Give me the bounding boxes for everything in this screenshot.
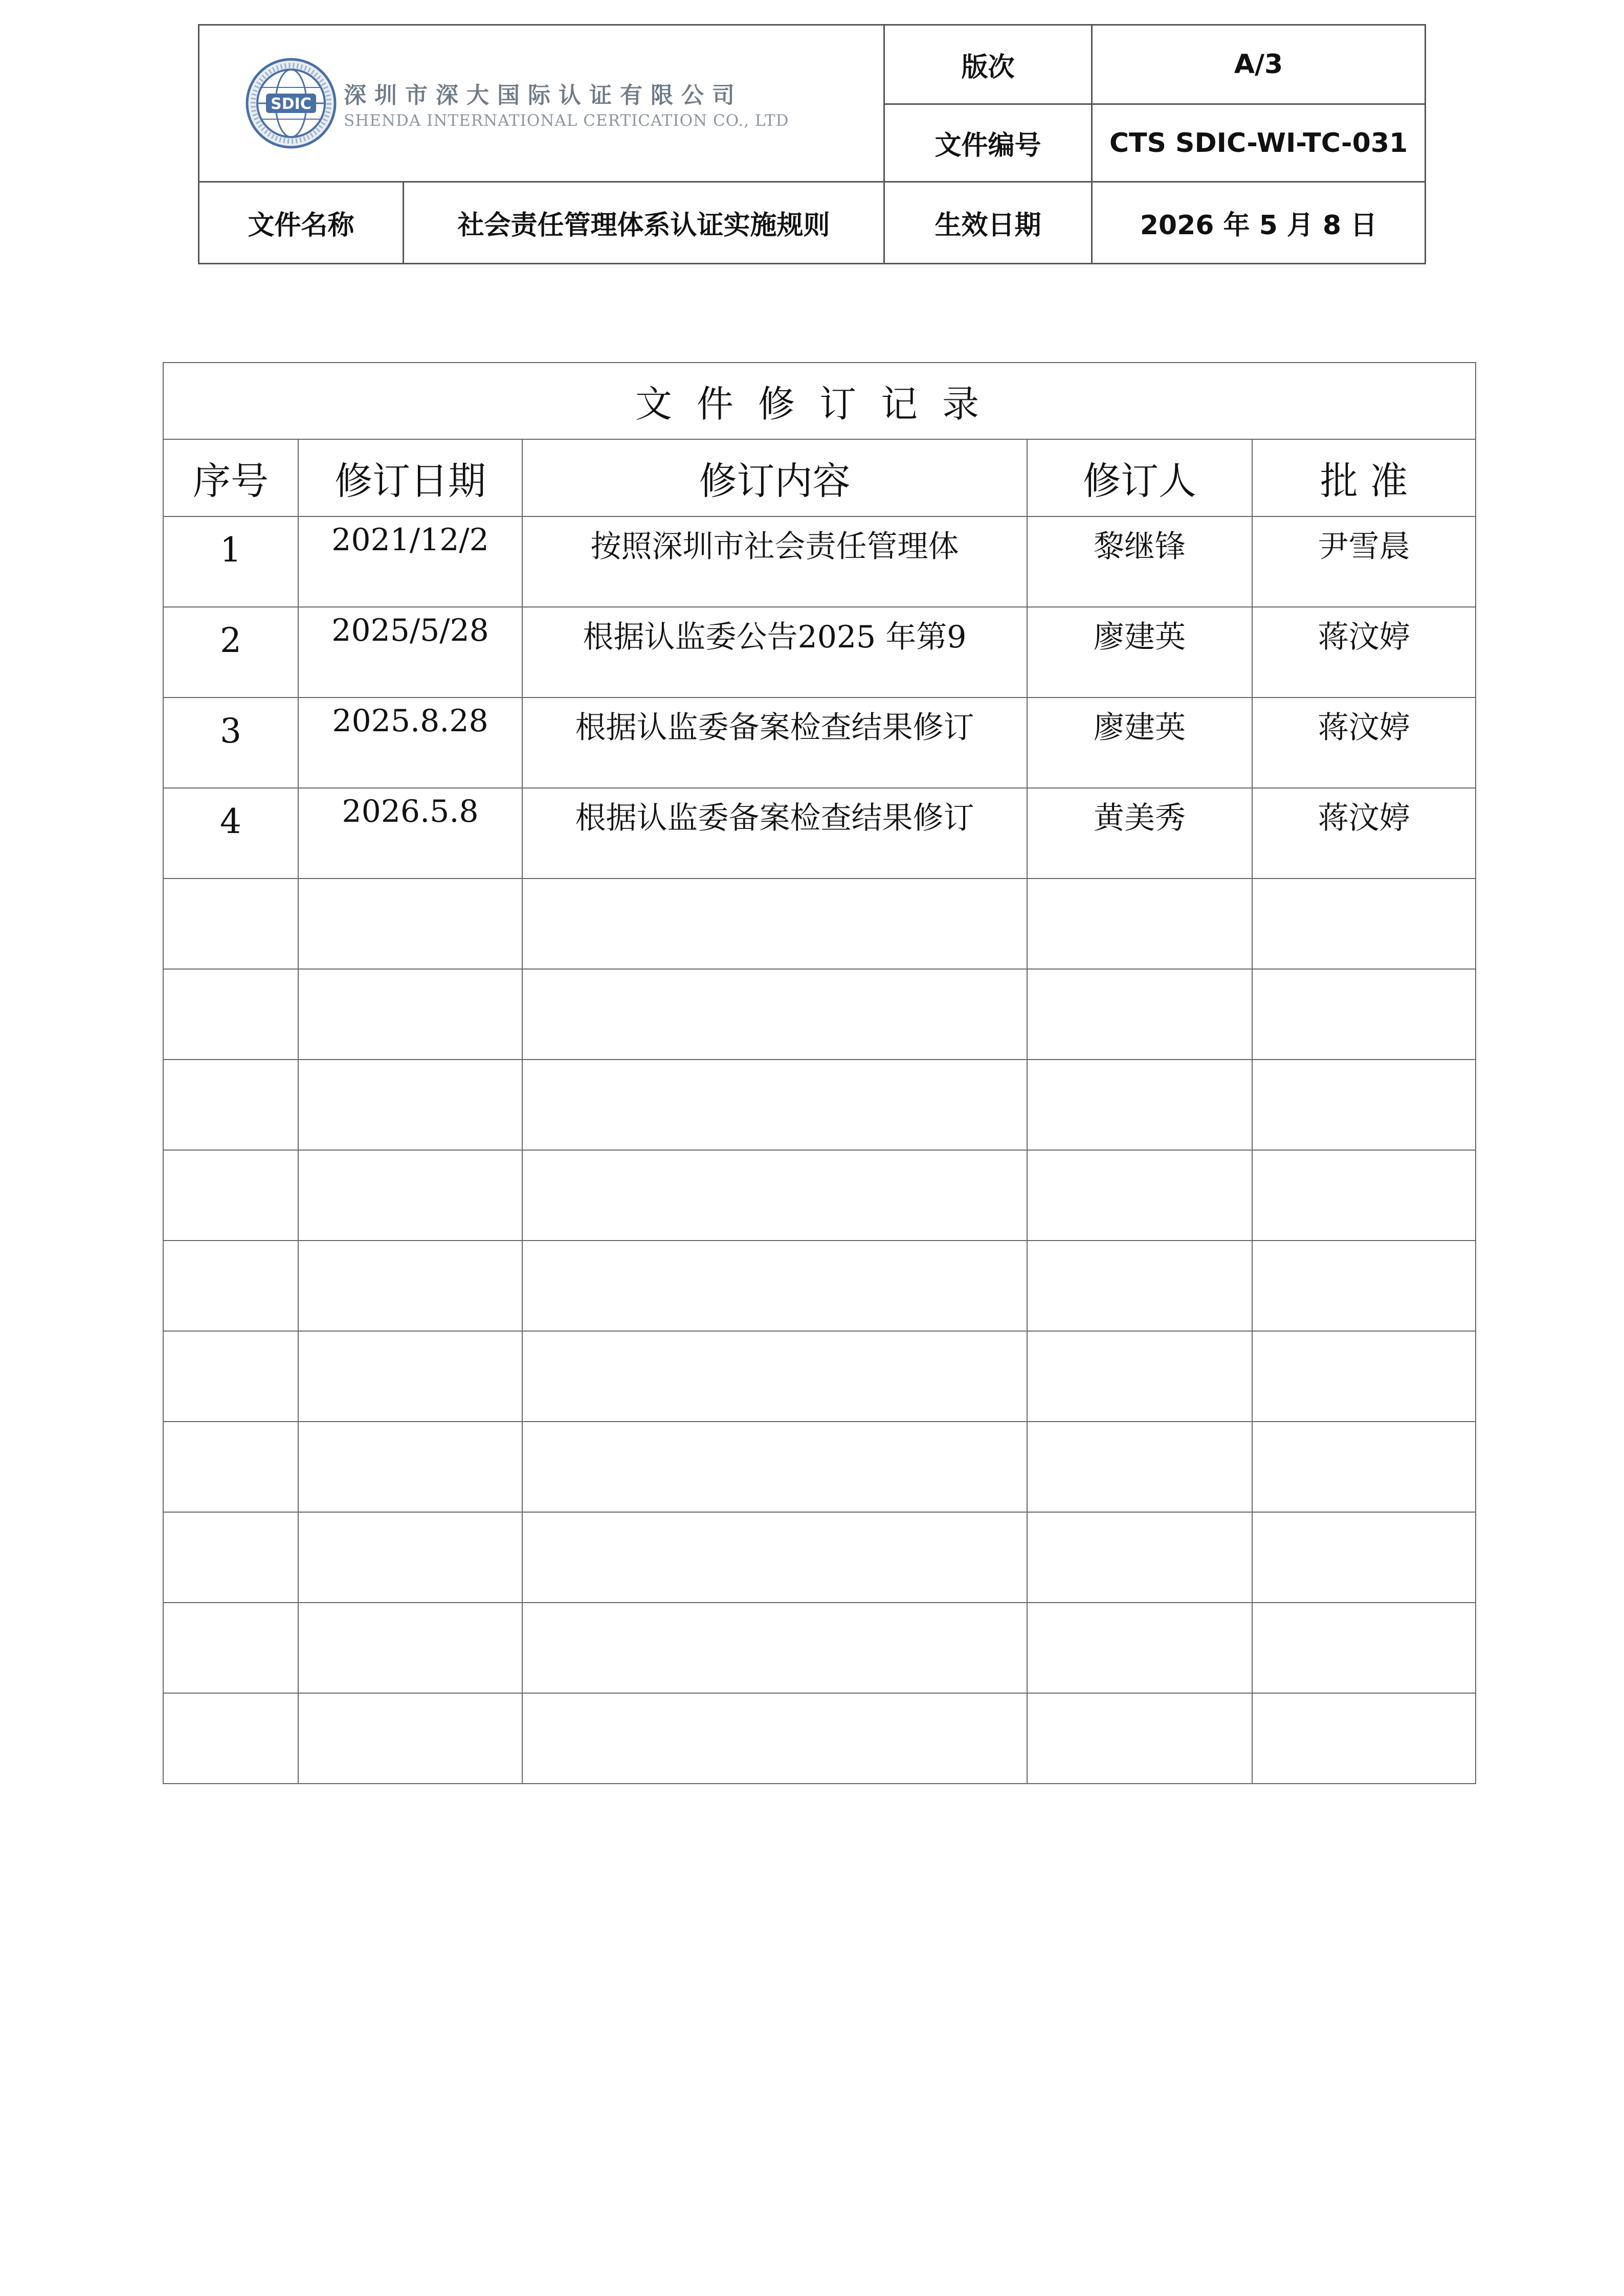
cell-content: [522, 1512, 1027, 1603]
cell-content: 根据认监委备案检查结果修订: [522, 697, 1027, 788]
cell-seq: [163, 1150, 298, 1241]
company-name-block: [344, 77, 789, 130]
effective-date-value: 2026 年 5 月 8 日: [1092, 182, 1426, 264]
cell-seq: 1: [163, 516, 298, 607]
cell-seq: [163, 879, 298, 969]
table-row: [163, 516, 1476, 607]
table-row: [163, 1693, 1476, 1784]
cell-date: [298, 969, 522, 1060]
cell-seq: [163, 1422, 298, 1512]
cell-approver: [1252, 1603, 1476, 1693]
column-header-seq: 序号: [163, 439, 298, 516]
cell-approver: 蒋汶婷: [1252, 788, 1476, 879]
cell-seq: [163, 1693, 298, 1784]
cell-content: [522, 1060, 1027, 1150]
revision-record-table: [163, 362, 1476, 1784]
cell-seq: 2: [163, 607, 298, 697]
sdic-globe-logo-icon: [246, 58, 337, 149]
cell-content: [522, 879, 1027, 969]
cell-seq: 4: [163, 788, 298, 879]
cell-content: [522, 1603, 1027, 1693]
table-row: [163, 1150, 1476, 1241]
table-row: [163, 788, 1476, 879]
cell-date: [298, 1693, 522, 1784]
cell-date: [298, 1060, 522, 1150]
cell-reviser: [1027, 1693, 1252, 1784]
effective-date-label: 生效日期: [884, 182, 1092, 264]
svg-text:SDIC: SDIC: [271, 95, 312, 113]
cell-content: 按照深圳市社会责任管理体: [522, 516, 1027, 607]
doc-number-label: 文件编号: [884, 104, 1092, 182]
cell-approver: [1252, 1512, 1476, 1603]
cell-reviser: 廖建英: [1027, 697, 1252, 788]
cell-seq: [163, 969, 298, 1060]
cell-date: [298, 879, 522, 969]
cell-seq: 3: [163, 697, 298, 788]
table-row: [163, 1603, 1476, 1693]
company-name-en: SHENDA INTERNATIONAL CERTICATION CO., LTD: [344, 111, 789, 130]
table-row: [163, 1241, 1476, 1331]
table-row: [163, 1422, 1476, 1512]
cell-seq: [163, 1603, 298, 1693]
cell-reviser: [1027, 969, 1252, 1060]
company-logo-cell: [199, 25, 884, 182]
cell-approver: 尹雪晨: [1252, 516, 1476, 607]
cell-approver: 蒋汶婷: [1252, 607, 1476, 697]
cell-approver: [1252, 1150, 1476, 1241]
cell-approver: [1252, 1060, 1476, 1150]
cell-date: [298, 1603, 522, 1693]
table-row: [163, 1331, 1476, 1422]
column-header-content: 修订内容: [522, 439, 1027, 516]
version-label: 版次: [884, 25, 1092, 104]
company-name-cn: 深圳市深大国际认证有限公司: [344, 82, 743, 108]
company-logo: [199, 58, 883, 149]
cell-reviser: 黎继锋: [1027, 516, 1252, 607]
cell-seq: [163, 1331, 298, 1422]
cell-content: [522, 1331, 1027, 1422]
cell-approver: [1252, 969, 1476, 1060]
cell-content: [522, 1150, 1027, 1241]
document-header-table: [198, 24, 1426, 264]
cell-approver: [1252, 1331, 1476, 1422]
cell-content: [522, 969, 1027, 1060]
cell-approver: 蒋汶婷: [1252, 697, 1476, 788]
cell-seq: [163, 1060, 298, 1150]
cell-reviser: [1027, 1422, 1252, 1512]
cell-approver: [1252, 1422, 1476, 1512]
cell-content: 根据认监委公告2025 年第9: [522, 607, 1027, 697]
cell-reviser: [1027, 879, 1252, 969]
table-row: [163, 1512, 1476, 1603]
table-row: [163, 969, 1476, 1060]
cell-content: [522, 1241, 1027, 1331]
cell-date: 2025/5/28: [298, 607, 522, 697]
cell-seq: [163, 1241, 298, 1331]
cell-date: [298, 1150, 522, 1241]
cell-date: [298, 1331, 522, 1422]
cell-reviser: [1027, 1603, 1252, 1693]
table-row: [163, 1060, 1476, 1150]
cell-reviser: [1027, 1060, 1252, 1150]
cell-date: [298, 1512, 522, 1603]
column-header-reviser: 修订人: [1027, 439, 1252, 516]
cell-content: [522, 1693, 1027, 1784]
table-row: [163, 697, 1476, 788]
column-header-date: 修订日期: [298, 439, 522, 516]
cell-approver: [1252, 1693, 1476, 1784]
cell-reviser: [1027, 1512, 1252, 1603]
cell-approver: [1252, 879, 1476, 969]
cell-reviser: [1027, 1241, 1252, 1331]
cell-reviser: [1027, 1150, 1252, 1241]
cell-date: 2021/12/2: [298, 516, 522, 607]
cell-reviser: 廖建英: [1027, 607, 1252, 697]
doc-name-value: 社会责任管理体系认证实施规则: [404, 182, 884, 264]
cell-seq: [163, 1512, 298, 1603]
column-header-approver: 批 准: [1252, 439, 1476, 516]
revision-table-title: 文件修订记录: [163, 363, 1476, 439]
cell-date: 2026.5.8: [298, 788, 522, 879]
version-value: A/3: [1092, 25, 1426, 104]
table-row: [163, 879, 1476, 969]
doc-name-label: 文件名称: [199, 182, 404, 264]
cell-content: [522, 1422, 1027, 1512]
cell-date: 2025.8.28: [298, 697, 522, 788]
cell-reviser: [1027, 1331, 1252, 1422]
cell-content: 根据认监委备案检查结果修订: [522, 788, 1027, 879]
cell-approver: [1252, 1241, 1476, 1331]
cell-date: [298, 1422, 522, 1512]
table-row: [163, 607, 1476, 697]
doc-number-value: CTS SDIC-WI-TC-031: [1092, 104, 1426, 182]
cell-date: [298, 1241, 522, 1331]
cell-reviser: 黄美秀: [1027, 788, 1252, 879]
